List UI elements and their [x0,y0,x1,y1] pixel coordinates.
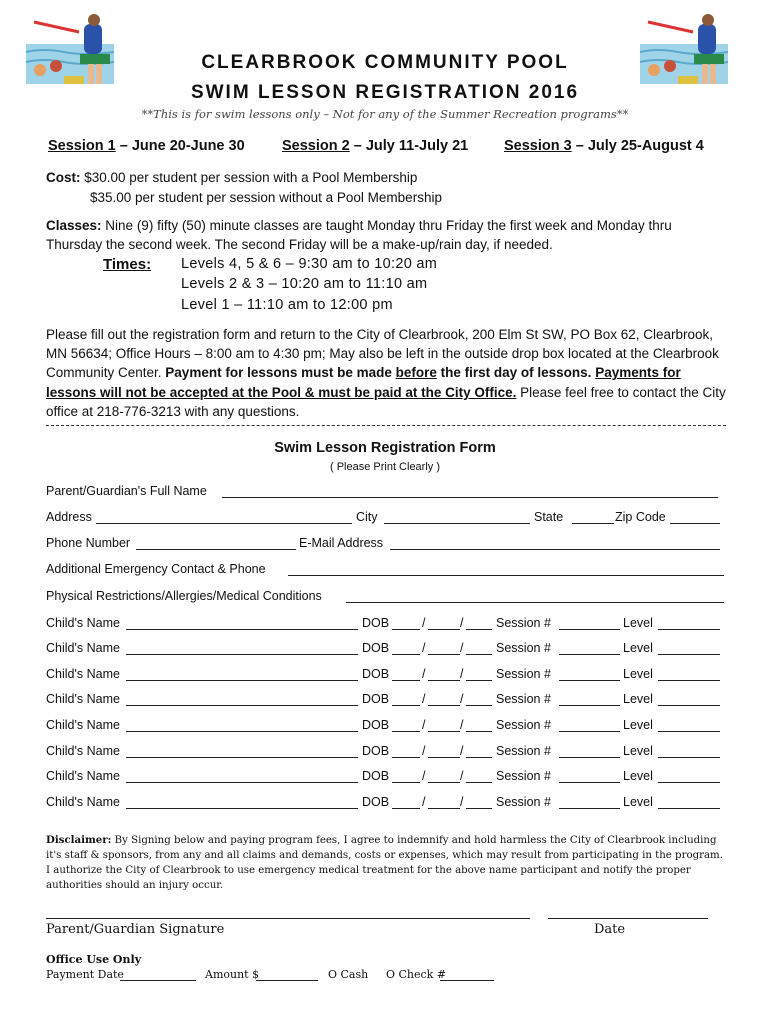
city-field[interactable] [384,523,530,524]
dob-slash: / [422,616,426,630]
dob-slash: / [460,667,464,681]
session-number-field[interactable] [559,654,620,655]
child-row [46,692,726,708]
level-field[interactable] [658,680,720,681]
dob-year-field[interactable] [466,782,492,783]
dob-month-field[interactable] [392,705,420,706]
date-label: Date [594,922,626,937]
session-number-field[interactable] [559,731,620,732]
dob-slash: / [460,769,464,783]
instructions-bold2: the first day of lessons. [436,365,592,381]
child-name-field[interactable] [126,680,358,681]
session-number-label: Session # [496,744,551,758]
session-2-label: Session 2 [282,138,350,154]
zip-label: Zip Code [615,510,666,524]
child-name-field[interactable] [126,731,358,732]
payment-date-field[interactable] [120,980,196,981]
session-number-label: Session # [496,795,551,809]
medical-conditions-row [46,589,726,605]
child-name-label: Child's Name [46,641,120,655]
session-3-dates: – July 25-August 4 [571,138,704,154]
swim-only-note: **This is for swim lessons only – Not for any of the Summer Recreation programs** [141,107,629,121]
medical-conditions-field[interactable] [346,602,724,603]
instructions-text2: Please feel free to contact the City office at 218-776-3213 with any questions. [46,384,726,419]
address-field[interactable] [96,523,352,524]
dob-year-field[interactable] [466,757,492,758]
form-subtitle: ( Please Print Clearly ) [329,461,441,473]
dob-slash: / [460,744,464,758]
page-title-line1: CLEARBROOK COMMUNITY POOL [201,52,569,73]
session-number-label: Session # [496,641,551,655]
parent-name-field[interactable] [222,497,718,498]
dob-slash: / [460,718,464,732]
child-name-label: Child's Name [46,692,120,706]
office-use-title: Office Use Only [46,953,142,966]
level-field[interactable] [658,757,720,758]
cost-line1 [46,170,417,185]
session-number-label: Session # [496,718,551,732]
date-field[interactable] [548,918,708,919]
phone-label: Phone Number [46,536,131,550]
time-line-2: Levels 2 & 3 – 10:20 am to 11:10 am [181,276,428,292]
dob-month-field[interactable] [392,757,420,758]
dob-day-field[interactable] [428,705,460,706]
cash-option[interactable]: O Cash [328,968,369,981]
email-field[interactable] [390,549,720,550]
state-field[interactable] [572,523,614,524]
instructions-bold1: Payment for lessons must be made [165,365,396,381]
dob-label: DOB [362,692,390,706]
emergency-contact-field[interactable] [288,575,724,576]
address-row [46,510,726,526]
level-field[interactable] [658,731,720,732]
dob-label: DOB [362,667,390,681]
parent-name-row [46,484,726,500]
emergency-contact-label: Additional Emergency Contact & Phone [46,562,266,576]
instructions-text1: Please fill out the registration form and return to the City of Clearbrook, 200 Elm St SW, PO Box 62, Clearbrook, MN 56634; Office Hours – 8:00 am to 4:30 pm; May also be left in the outside drop box located at the Clearbrook Community Center. [46,327,719,381]
instructions-paragraph [46,325,726,421]
session-2-dates: – July 11-July 21 [349,138,469,154]
dob-day-field[interactable] [428,629,460,630]
dob-slash: / [460,692,464,706]
child-name-field[interactable] [126,782,358,783]
dob-slash: / [422,744,426,758]
session-3 [504,138,704,154]
child-name-field[interactable] [126,705,358,706]
session-number-field[interactable] [559,808,620,809]
dob-year-field[interactable] [466,808,492,809]
classes-label: Classes: [46,218,102,233]
dob-month-field[interactable] [392,731,420,732]
dob-day-field[interactable] [428,731,460,732]
level-label: Level [623,795,653,809]
session-1-label: Session 1 [48,138,116,154]
child-row [46,641,726,657]
child-name-label: Child's Name [46,769,120,783]
cost-label: Cost: [46,170,81,185]
payment-date-label: Payment Date [46,968,124,981]
session-number-field[interactable] [559,629,620,630]
child-row [46,718,726,734]
dob-month-field[interactable] [392,629,420,630]
cost-line2: $35.00 per student per session without a Pool Membership [90,190,442,205]
dob-label: DOB [362,616,390,630]
amount-field[interactable] [256,980,318,981]
state-label: State [534,510,564,524]
level-field[interactable] [658,705,720,706]
address-label: Address [46,510,92,524]
dob-slash: / [422,667,426,681]
level-label: Level [623,769,653,783]
child-row [46,667,726,683]
dob-label: DOB [362,795,390,809]
level-label: Level [623,718,653,732]
session-number-field[interactable] [559,705,620,706]
disclaimer-label: Disclaimer: [46,834,112,846]
session-number-field[interactable] [559,680,620,681]
disclaimer-body: By Signing below and paying program fees, I agree to indemnify and hold harmless the City of Clearbrook including it's staff & sponsors, from any and all claims and demands, costs or expenses, which may result from participating in the program. I authorize the City of Clearbrook to use emergency medical treatment for the above name participant and notify the proper authorities should an injury occur. [46,835,723,891]
dob-slash: / [422,641,426,655]
sessions-row [48,138,728,158]
child-name-field[interactable] [126,808,358,809]
session-2 [282,138,468,154]
level-label: Level [623,641,653,655]
level-label: Level [623,692,653,706]
email-label: E-Mail Address [299,536,384,550]
dob-day-field[interactable] [428,757,460,758]
child-name-field[interactable] [126,629,358,630]
dob-slash: / [422,769,426,783]
cut-line-divider [46,425,726,426]
level-label: Level [623,616,653,630]
dob-slash: / [422,795,426,809]
dob-slash: / [422,718,426,732]
level-label: Level [623,744,653,758]
zip-field[interactable] [670,523,720,524]
child-row [46,769,726,785]
classes-paragraph [46,216,726,254]
child-row [46,744,726,760]
dob-month-field[interactable] [392,782,420,783]
dob-year-field[interactable] [466,629,492,630]
instructions-before: before [395,365,437,381]
time-line-1: Levels 4, 5 & 6 – 9:30 am to 10:20 am [181,256,438,272]
level-label: Level [623,667,653,681]
child-name-label: Child's Name [46,795,120,809]
dob-day-field[interactable] [428,680,460,681]
amount-label: Amount $ [205,968,260,981]
session-number-field[interactable] [559,782,620,783]
child-name-label: Child's Name [46,744,120,758]
session-number-label: Session # [496,616,551,630]
level-field[interactable] [658,782,720,783]
child-row [46,616,726,632]
dob-month-field[interactable] [392,680,420,681]
dob-year-field[interactable] [466,731,492,732]
session-1-dates: – June 20-June 30 [115,138,245,154]
session-number-label: Session # [496,769,551,783]
dob-month-field[interactable] [392,654,420,655]
dob-day-field[interactable] [428,782,460,783]
signature-label: Parent/Guardian Signature [46,922,225,937]
instructions-payment-note: Payments for lessons will not be accepted at the Pool & must be paid at the City Office. [46,365,681,400]
child-name-label: Child's Name [46,667,120,681]
level-field[interactable] [658,654,720,655]
dob-label: DOB [362,769,390,783]
city-label: City [356,510,378,524]
parent-name-label: Parent/Guardian's Full Name [46,484,207,498]
phone-email-row [46,536,726,552]
dob-year-field[interactable] [466,654,492,655]
child-name-field[interactable] [126,654,358,655]
dob-slash: / [460,641,464,655]
session-number-field[interactable] [559,757,620,758]
cost-text1: $30.00 per student per session with a Pool Membership [80,170,418,185]
dob-label: DOB [362,641,390,655]
dob-day-field[interactable] [428,808,460,809]
level-field[interactable] [658,808,720,809]
check-number-field[interactable] [440,980,494,981]
phone-field[interactable] [136,549,296,550]
dob-year-field[interactable] [466,705,492,706]
child-row [46,795,726,811]
medical-conditions-label: Physical Restrictions/Allergies/Medical Conditions [46,589,322,603]
disclaimer-text [46,833,726,893]
session-1 [48,138,245,154]
check-option[interactable]: O Check # [386,968,447,981]
time-line-3: Level 1 – 11:10 am to 12:00 pm [181,297,393,313]
session-3-label: Session 3 [504,138,572,154]
page-title-line2: SWIM LESSON REGISTRATION 2016 [190,82,580,103]
session-number-label: Session # [496,692,551,706]
form-title: Swim Lesson Registration Form [274,440,496,456]
child-name-label: Child's Name [46,616,120,630]
classes-text: Nine (9) fifty (50) minute classes are taught Monday thru Friday the first week and Monday thru Thursday the second week. The second Friday will be a make-up/rain day, if needed. [46,218,672,252]
child-name-field[interactable] [126,757,358,758]
dob-slash: / [460,795,464,809]
dob-label: DOB [362,718,390,732]
child-name-label: Child's Name [46,718,120,732]
dob-label: DOB [362,744,390,758]
dob-day-field[interactable] [428,654,460,655]
dob-year-field[interactable] [466,680,492,681]
times-label: Times: [103,256,152,273]
level-field[interactable] [658,629,720,630]
dob-month-field[interactable] [392,808,420,809]
session-number-label: Session # [496,667,551,681]
emergency-contact-row [46,562,726,578]
signature-field[interactable] [46,918,530,919]
dob-slash: / [460,616,464,630]
dob-slash: / [422,692,426,706]
